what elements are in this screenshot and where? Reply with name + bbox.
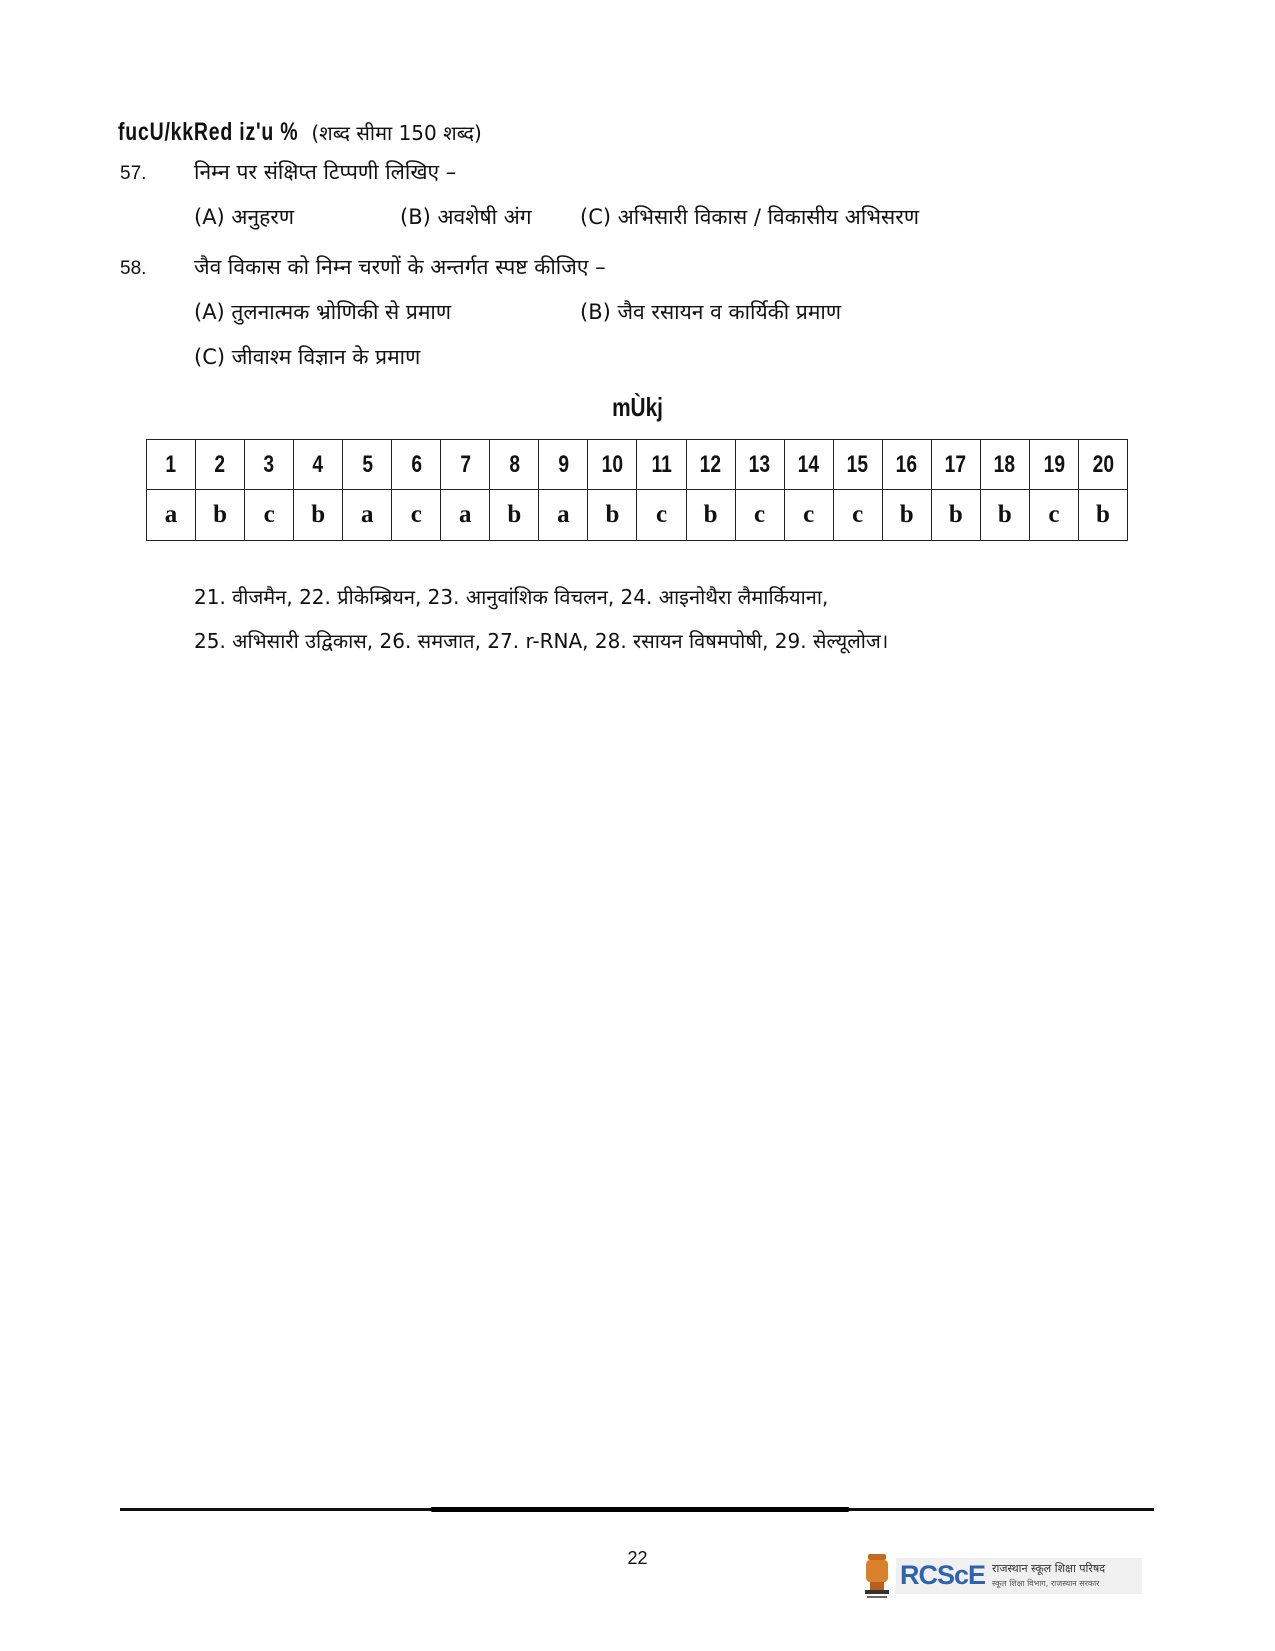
answer-number: 14 — [797, 450, 820, 478]
logo-text: RCScE — [900, 1560, 986, 1590]
answer-letter-cell: c — [784, 490, 833, 541]
answer-number: 4 — [312, 450, 324, 478]
answer-letter-cell: a — [343, 490, 392, 541]
answer-number-cell — [294, 440, 343, 490]
question-text: जैव विकास को निम्न चरणों के अन्तर्गत स्पष्ट कीजिए – — [194, 255, 606, 279]
answer-letter-cell: a — [147, 490, 196, 541]
answer-letter-cell: c — [245, 490, 294, 541]
answer-number-cell — [980, 440, 1029, 490]
question-option: (B) अवशेषी अंग — [400, 205, 532, 229]
answer-key-numbers-row — [147, 440, 1128, 490]
answer-number-cell — [490, 440, 539, 490]
answer-number: 8 — [509, 450, 520, 478]
answer-number: 11 — [651, 450, 672, 478]
rcsce-logo — [862, 1552, 1142, 1608]
answer-letter-cell: b — [980, 490, 1029, 541]
question-option: (A) अनुहरण — [194, 205, 295, 229]
question-text: निम्न पर संक्षिप्त टिप्पणी लिखिए – — [194, 160, 457, 184]
answer-number: 6 — [410, 450, 422, 478]
answer-number-cell — [539, 440, 588, 490]
section-heading — [118, 118, 482, 147]
answer-number: 10 — [601, 450, 624, 478]
answer-letter-cell: b — [196, 490, 245, 541]
answer-number: 17 — [945, 450, 967, 478]
word-limit-note: (शब्द सीमा 150 शब्द) — [311, 121, 482, 145]
section-heading-code: fucU/kkRed iz'u % — [118, 118, 299, 146]
answer-number: 5 — [361, 450, 373, 478]
answer-number: 13 — [748, 450, 771, 478]
answer-letter-cell: b — [588, 490, 637, 541]
answer-letter-cell: c — [833, 490, 882, 541]
answer-number: 9 — [558, 450, 569, 478]
answer-letter-cell: b — [686, 490, 735, 541]
answer-number-cell — [245, 440, 294, 490]
answer-key-title: mÙkj — [612, 392, 663, 422]
answer-number: 2 — [214, 450, 226, 478]
answer-letter-cell: b — [931, 490, 980, 541]
answer-letter-cell: c — [392, 490, 441, 541]
question-number: 57. — [120, 163, 147, 184]
answer-letter-cell: b — [1078, 490, 1127, 541]
answer-number: 16 — [896, 450, 918, 478]
logo-subtitle-small: स्कूल शिक्षा विभाग, राजस्थान सरकार — [992, 1579, 1100, 1588]
answer-number-cell — [882, 440, 931, 490]
answer-number: 12 — [699, 450, 722, 478]
answer-number: 20 — [1092, 450, 1114, 478]
question-option: (B) जैव रसायन व कार्यिकी प्रमाण — [580, 300, 842, 324]
answer-number: 15 — [846, 450, 869, 478]
fill-answers-line: 25. अभिसारी उद्विकास, 26. समजात, 27. r-RNA, 28. रसायन विषमपोषी, 29. सेल्यूलोज। — [194, 629, 889, 653]
footer-divider-accent — [430, 1507, 850, 1512]
question-option: (C) अभिसारी विकास / विकासीय अभिसरण — [580, 205, 919, 229]
question-number: 58. — [120, 258, 147, 279]
answer-number-cell — [784, 440, 833, 490]
answer-number-cell — [196, 440, 245, 490]
answer-number-cell — [833, 440, 882, 490]
answer-letter-cell: c — [637, 490, 686, 541]
question-option: (A) तुलनात्मक भ्रोणिकी से प्रमाण — [194, 300, 452, 324]
answer-number-cell — [931, 440, 980, 490]
answer-number: 3 — [263, 450, 275, 478]
answer-letter-cell: a — [441, 490, 490, 541]
answer-number-cell — [1078, 440, 1127, 490]
answer-number-cell — [392, 440, 441, 490]
answer-key-answers-row — [147, 490, 1128, 541]
answer-number-cell — [147, 440, 196, 490]
fill-answers-line: 21. वीजमैन, 22. प्रीकेम्ब्रियन, 23. आनुवांशिक विचलन, 24. आइनोथैरा लैमार्कियाना, — [194, 585, 829, 609]
state-emblem-icon — [862, 1552, 892, 1602]
answer-number: 7 — [459, 450, 471, 478]
answer-letter-cell: a — [539, 490, 588, 541]
answer-letter-cell: c — [1029, 490, 1078, 541]
answer-number-cell — [588, 440, 637, 490]
answer-number: 19 — [1043, 450, 1065, 478]
answer-number-cell — [735, 440, 784, 490]
answer-number-cell — [1029, 440, 1078, 490]
answer-number-cell — [686, 440, 735, 490]
answer-letter-cell: c — [735, 490, 784, 541]
answer-number-cell — [637, 440, 686, 490]
answer-number-cell — [343, 440, 392, 490]
answer-number: 18 — [994, 450, 1016, 478]
page-number: 22 — [627, 1548, 648, 1568]
answer-letter-cell: b — [294, 490, 343, 541]
logo-banner — [896, 1558, 1142, 1594]
answer-letter-cell: b — [490, 490, 539, 541]
logo-subtitle: राजस्थान स्कूल शिक्षा परिषद — [992, 1562, 1106, 1575]
answer-number-cell — [441, 440, 490, 490]
question-option: (C) जीवाश्म विज्ञान के प्रमाण — [194, 345, 421, 369]
answer-number: 1 — [165, 450, 177, 478]
answer-key-table — [146, 439, 1128, 541]
answer-letter-cell: b — [882, 490, 931, 541]
